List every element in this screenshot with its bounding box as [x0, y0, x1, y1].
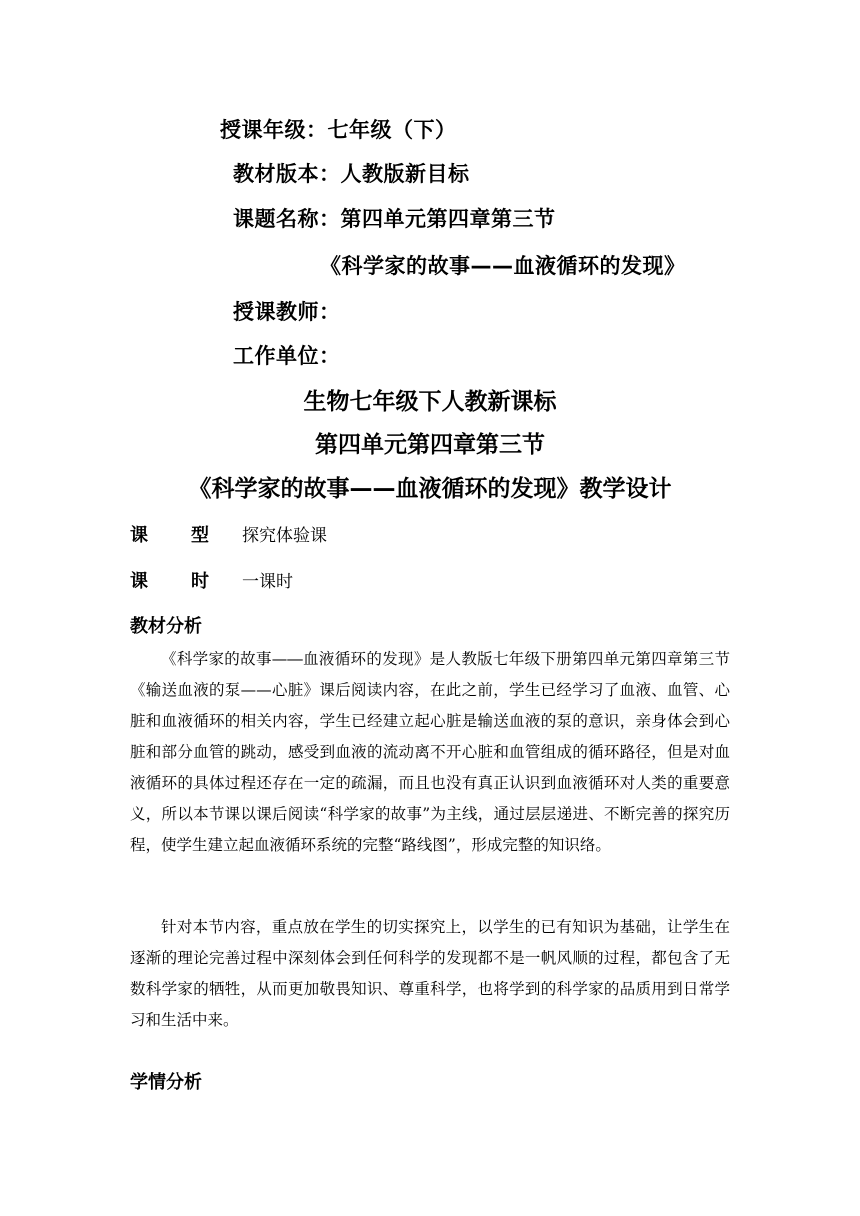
lesson-hours-value: 一课时 — [242, 572, 293, 592]
cover-topic: 课题名称：第四单元第四章第三节 — [233, 207, 556, 231]
type-label-char-1: 课 — [130, 525, 148, 546]
section-heading-learner-analysis: 学情分析 — [130, 1072, 202, 1093]
section-heading-textbook-analysis: 教材分析 — [130, 616, 202, 637]
cover-grade: 授课年级：七年级（下） — [220, 118, 457, 142]
cover-edition: 教材版本：人教版新目标 — [233, 162, 470, 186]
lesson-type-value: 探究体验课 — [242, 526, 327, 546]
cover-unit: 工作单位： — [233, 344, 341, 368]
heading-chapter: 第四单元第四章第三节 — [315, 432, 545, 458]
cover-topic-title: 《科学家的故事——血液循环的发现》 — [320, 254, 686, 278]
hours-label-char-2: 时 — [191, 571, 209, 592]
paragraph-textbook-analysis-2: 针对本节内容，重点放在学生的切实探究上，以学生的已有知识为基础，让学生在逐渐的理论完善过程中深刻体会到任何科学的发现都不是一帆风顺的过程，都包含了无数科学家的牺牲，从而更加敬畏知识、尊重科学，也将学到的科学家的品质用到日常学习和生活中来。 — [130, 918, 730, 1029]
heading-design-title: 《科学家的故事——血液循环的发现》教学设计 — [188, 476, 672, 502]
type-label-char-2: 型 — [191, 525, 209, 546]
hours-label-char-1: 课 — [130, 571, 148, 592]
paragraph-textbook-analysis-1: 《科学家的故事—―血液循环的发现》是人教版七年级下册第四单元第四章第三节《输送血液的泵——心脏》课后阅读内容，在此之前，学生已经学习了血液、血管、心脏和血液循环的相关内容，学生已经建立起心脏是输送血液的泵的意识，亲身体会到心脏和部分血管的跳动，感受到血液的流动离不开心脏和血管组成的循环路径，但是对血液循环的具体过程还存在一定的疏漏，而且也没有真正认识到血液循环对人类的重要意义，所以本节课以课后阅读“科学家的故事”为主线，通过层层递进、不断完善的探究历程，使学生建立起血液循环系统的完整“路线图”，形成完整的知识络。 — [130, 650, 730, 854]
cover-teacher: 授课教师： — [233, 300, 341, 324]
heading-subject: 生物七年级下人教新课标 — [303, 389, 557, 415]
